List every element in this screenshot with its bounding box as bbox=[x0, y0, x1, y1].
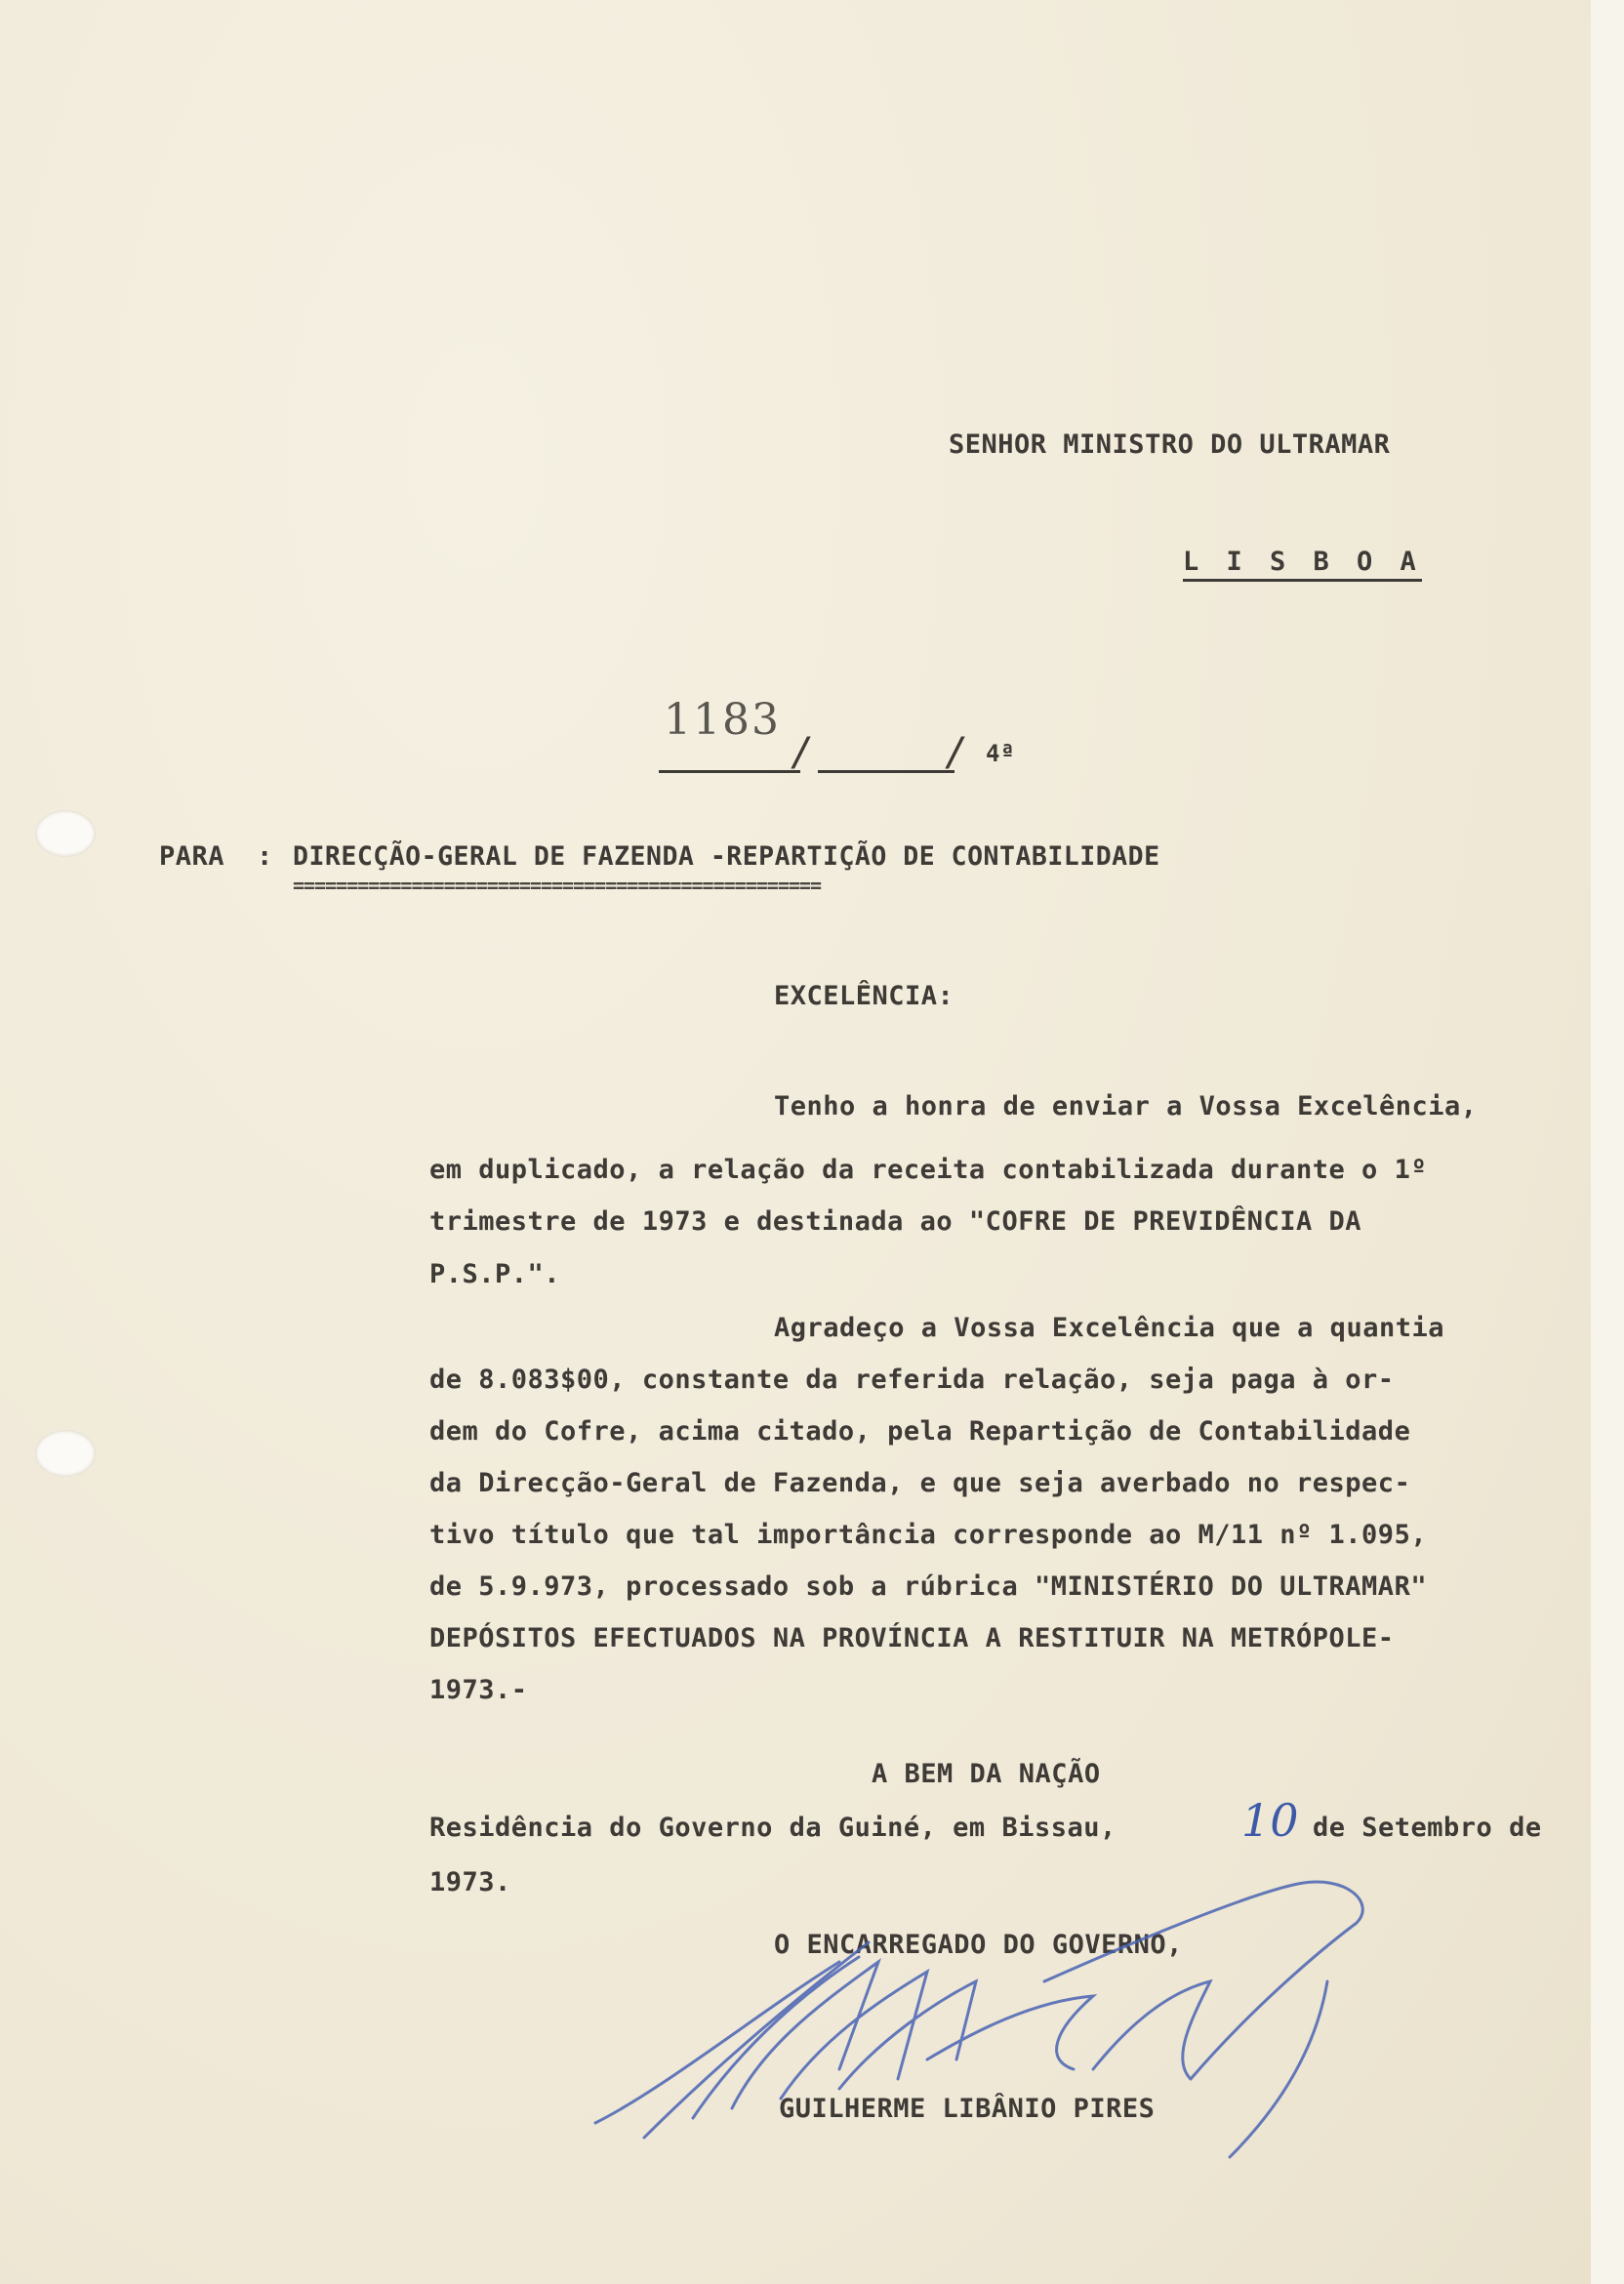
paragraph2-line-5: tivo título que tal importância corresponde ao M/11 nº 1.095, bbox=[429, 1520, 1428, 1550]
paragraph1-line-2: em duplicado, a relação da receita contabilizada durante o 1º bbox=[429, 1155, 1428, 1185]
paragraph2-line-7: DEPÓSITOS EFECTUADOS NA PROVÍNCIA A RESTITUIR NA METRÓPOLE- bbox=[429, 1623, 1395, 1653]
reference-number: 1183 bbox=[664, 695, 781, 745]
signature-scribble bbox=[586, 1864, 1386, 2177]
recipient-title: SENHOR MINISTRO DO ULTRAMAR bbox=[949, 429, 1391, 460]
closing-motto: A BEM DA NAÇÃO bbox=[872, 1759, 1101, 1789]
salutation: EXCELÊNCIA: bbox=[774, 981, 954, 1011]
page-edge bbox=[1591, 0, 1624, 2284]
closing-place-prefix: Residência do Governo da Guiné, em Bissau, bbox=[429, 1813, 1116, 1843]
paragraph2-line-1: Agradeço a Vossa Excelência que a quantia bbox=[774, 1313, 1444, 1343]
paragraph2-line-3: dem do Cofre, acima citado, pela Repartição de Contabilidade bbox=[429, 1416, 1411, 1447]
paragraph2-line-8: 1973.- bbox=[429, 1675, 528, 1705]
reference-slash-1: / bbox=[791, 730, 815, 775]
closing-year: 1973. bbox=[429, 1867, 511, 1897]
paragraph1-line-1: Tenho a honra de enviar a Vossa Excelência, bbox=[774, 1091, 1478, 1122]
closing-day-handwritten: 10 bbox=[1241, 1794, 1299, 1847]
paragraph2-line-4: da Direcção-Geral de Fazenda, e que seja averbado no respec- bbox=[429, 1468, 1411, 1498]
reference-section: 4ª bbox=[986, 740, 1015, 767]
reference-line-2 bbox=[818, 770, 954, 773]
signatory-name: GUILHERME LIBÂNIO PIRES bbox=[779, 2094, 1156, 2124]
paragraph2-line-2: de 8.083$00, constante da referida relação, seja paga à or- bbox=[429, 1365, 1395, 1395]
closing-place-suffix: de Setembro de bbox=[1313, 1813, 1542, 1843]
punch-hole-bottom bbox=[35, 1430, 96, 1477]
reference-line-1 bbox=[659, 770, 800, 773]
paragraph2-line-6: de 5.9.973, processado sob a rúbrica "MINISTÉRIO DO ULTRAMAR" bbox=[429, 1571, 1428, 1602]
paragraph1-line-4: P.S.P.". bbox=[429, 1259, 561, 1289]
addressee-label: PARA bbox=[159, 841, 225, 872]
recipient-city: L I S B O A bbox=[1183, 547, 1422, 582]
addressee-text: DIRECÇÃO-GERAL DE FAZENDA -REPARTIÇÃO DE CONTABILIDADE bbox=[293, 841, 1160, 872]
closing-role: O ENCARREGADO DO GOVERNO, bbox=[774, 1930, 1183, 1960]
reference-slash-2: / bbox=[945, 730, 969, 775]
addressee-double-rule: ================================================= bbox=[293, 874, 822, 897]
paragraph1-line-3: trimestre de 1973 e destinada ao "COFRE DE PREVIDÊNCIA DA bbox=[429, 1206, 1362, 1237]
punch-hole-top bbox=[35, 810, 96, 857]
addressee-separator: : bbox=[257, 841, 273, 872]
